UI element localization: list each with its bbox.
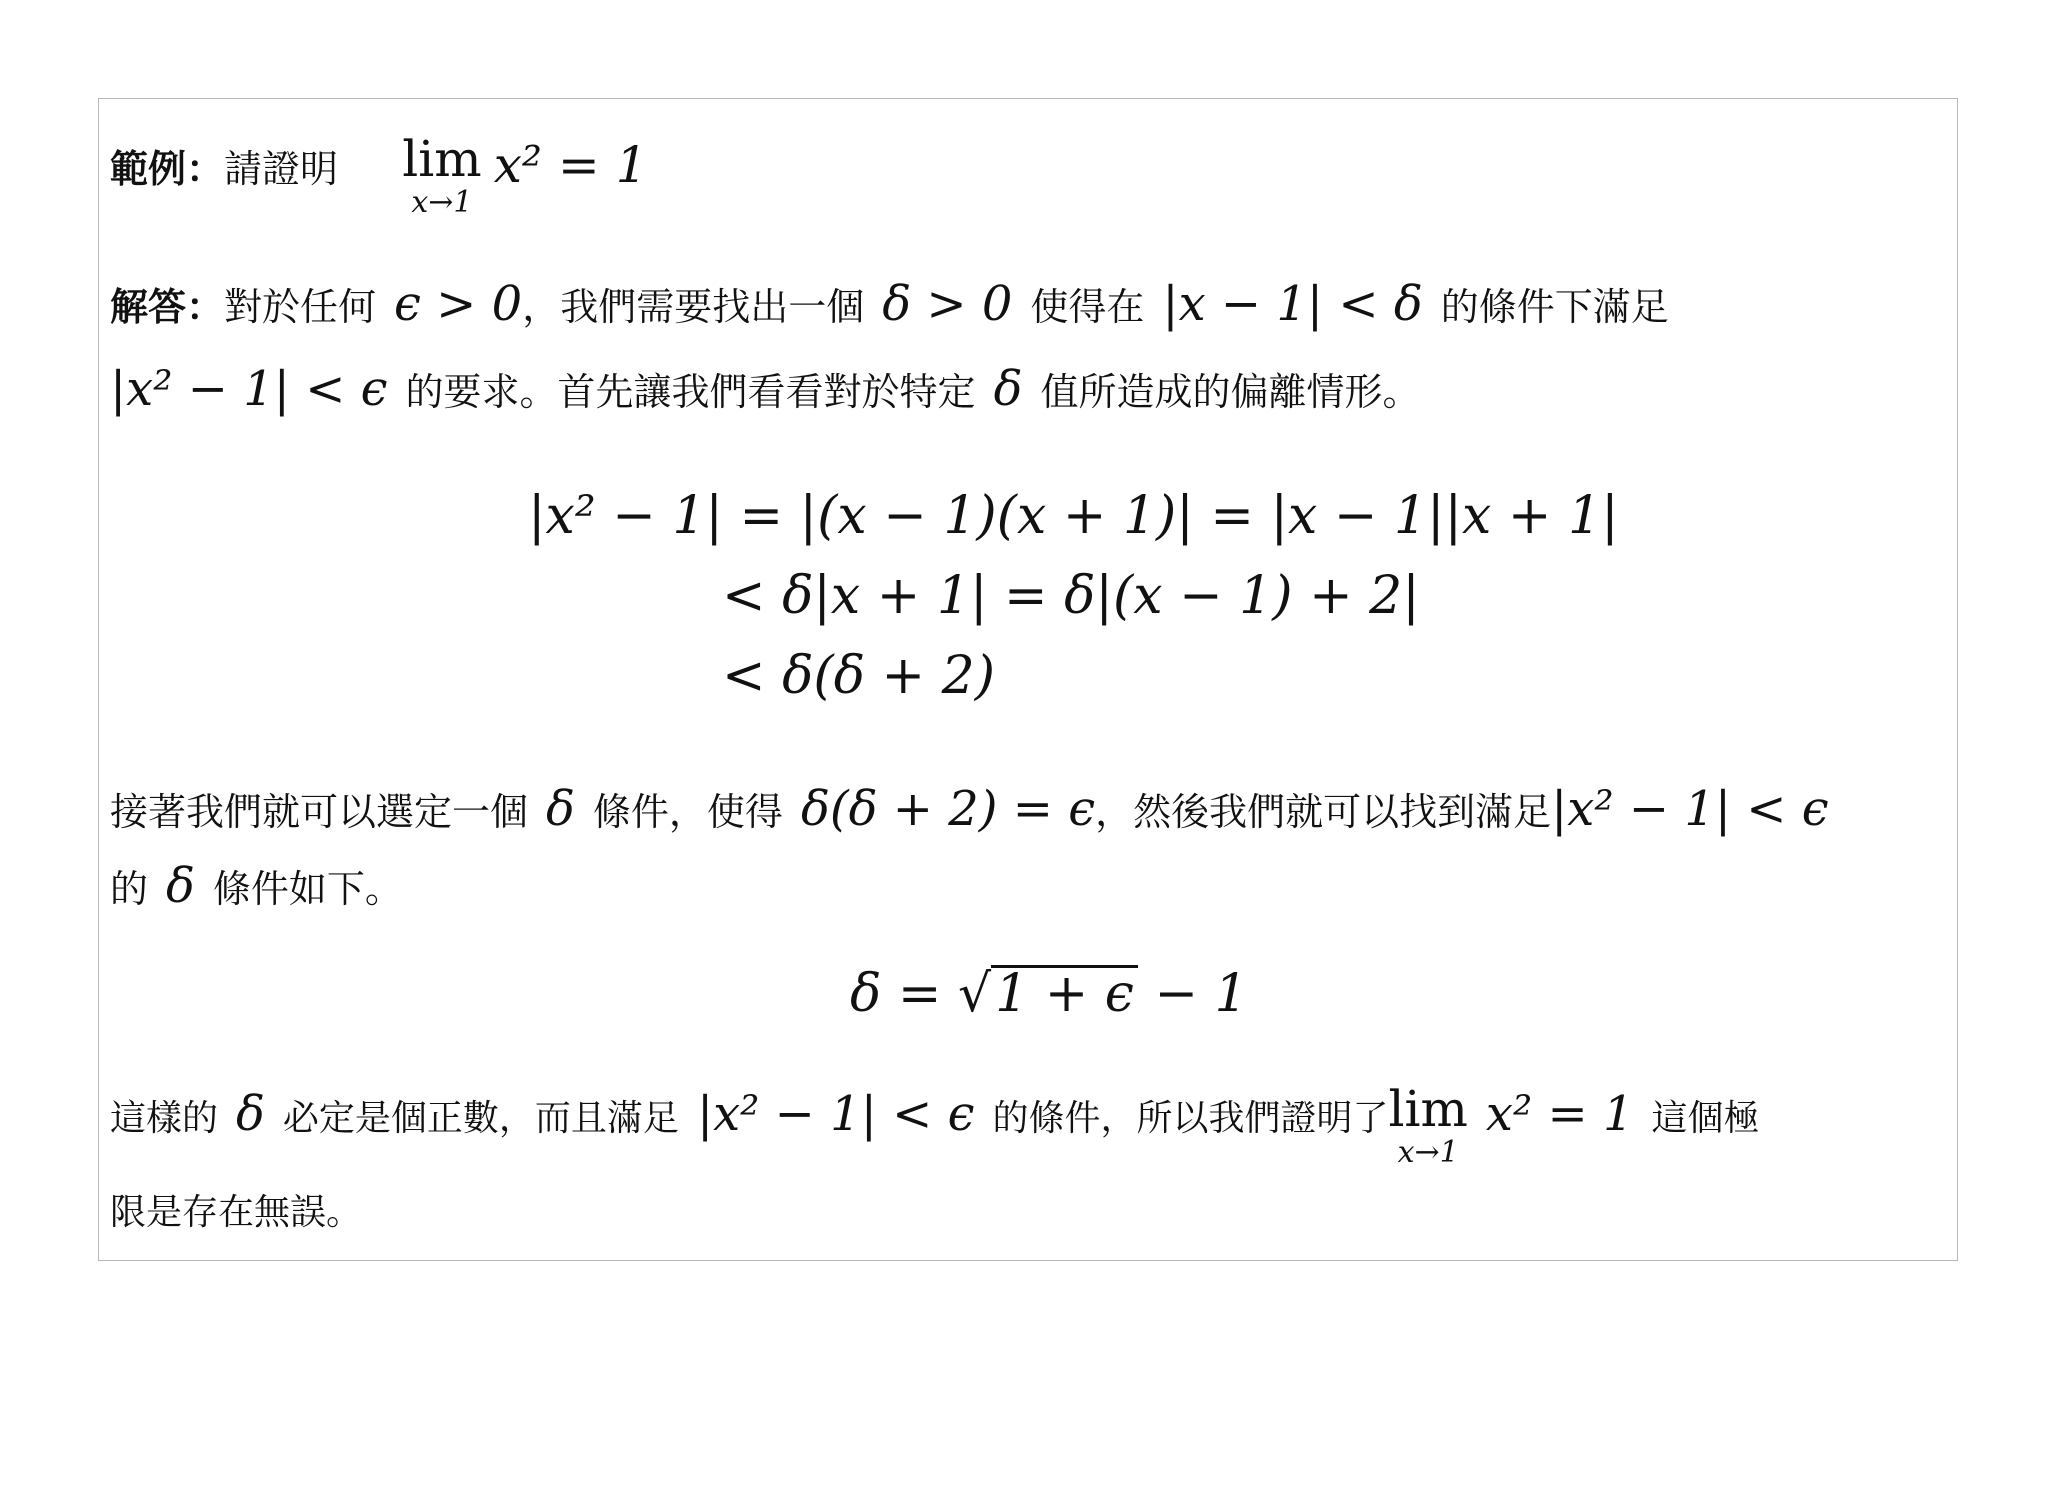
math-delta-positive: δ > 0 [882,276,1013,332]
conclusion-limit: lim x→1 [1388,1080,1468,1170]
next-line-2: 的 δ 條件如下。 [110,858,403,914]
example-line [110,130,648,224]
square-root: √1 + ϵ [958,965,1138,1020]
math-epsilon-condition-3: |x² − 1| < ϵ [696,1086,975,1142]
content-frame [98,98,1958,1261]
math-epsilon-condition: |x² − 1| < ϵ [110,361,388,417]
derivation-line-1: |x² − 1| = |(x − 1)(x + 1)| = |x − 1||x + 1| [528,486,1619,546]
answer-line-1: 解答：對於任何 ϵ > 0，我們需要找出一個 δ > 0 使得在 |x − 1| < δ 的條件下滿足 [110,276,1669,332]
answer-line-2: |x² − 1| < ϵ 的要求。首先讓我們看看對於特定 δ 值所造成的偏離情形。 [110,361,1421,417]
math-delta-condition: |x − 1| < δ [1162,276,1423,332]
example-limit: lim x→1 [402,130,482,220]
math-epsilon-positive: ϵ > 0 [394,276,523,332]
conclusion-line-1: 這樣的 δ 必定是個正數，而且滿足 |x² − 1| < ϵ 的條件，所以我們證明了 lim x→1 x² = 1 這個極 [110,1080,1760,1170]
derivation-line-3: < δ(δ + 2) [722,646,995,706]
answer-label: 解答： [110,285,225,329]
example-text: 請證明 [224,147,339,191]
conclusion-line-2: 限是存在無誤。 [110,1192,363,1233]
example-expression: x² = 1 [493,136,648,194]
next-line-1: 接著我們就可以選定一個 δ 條件，使得 δ(δ + 2) = ϵ，然後我們就可以找到滿足|x² − 1| < ϵ [110,781,1829,837]
math-epsilon-condition-2: |x² − 1| < ϵ [1551,781,1829,837]
result-equation: δ = √1 + ϵ − 1 [850,964,1248,1024]
math-delta-equation: δ(δ + 2) = ϵ [800,781,1096,837]
derivation-line-2: < δ|x + 1| = δ|(x − 1) + 2| [722,566,1420,626]
example-label: 範例： [110,147,225,191]
